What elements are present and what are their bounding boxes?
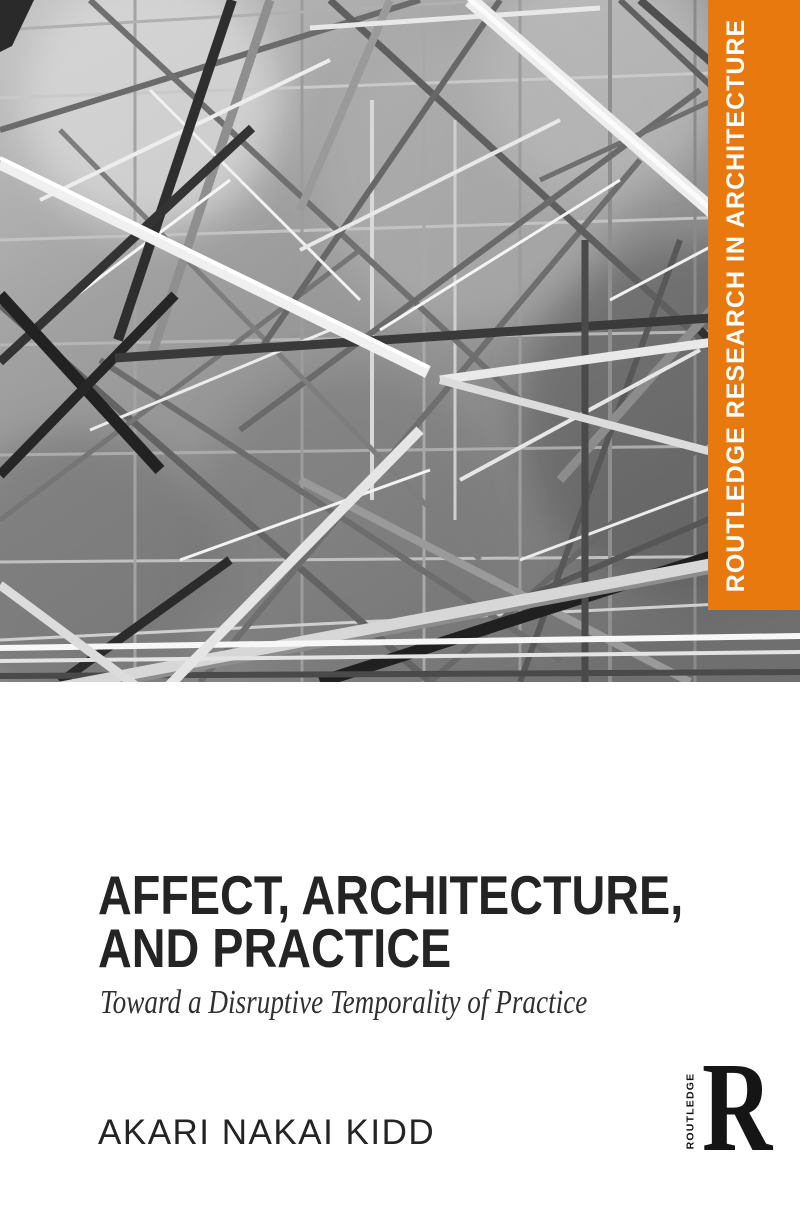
series-banner xyxy=(708,0,800,610)
book-title-line-1: AFFECT, ARCHITECTURE, xyxy=(98,864,684,926)
book-title xyxy=(98,864,787,979)
publisher-logo xyxy=(680,1036,780,1178)
publisher-logo-letter: R xyxy=(702,1036,773,1178)
author-name: AKARI NAKAI KIDD xyxy=(98,1113,436,1152)
publisher-wordmark xyxy=(682,1070,698,1152)
book-title-line-2: AND PRACTICE xyxy=(98,917,452,979)
publisher-wordmark-label: ROUTLEDGE xyxy=(684,1072,696,1150)
series-banner-label: ROUTLEDGE RESEARCH IN ARCHITECTURE xyxy=(722,18,751,592)
book-subtitle: Toward a Disruptive Temporality of Practice xyxy=(100,984,588,1021)
series-banner-textbox xyxy=(708,0,766,610)
